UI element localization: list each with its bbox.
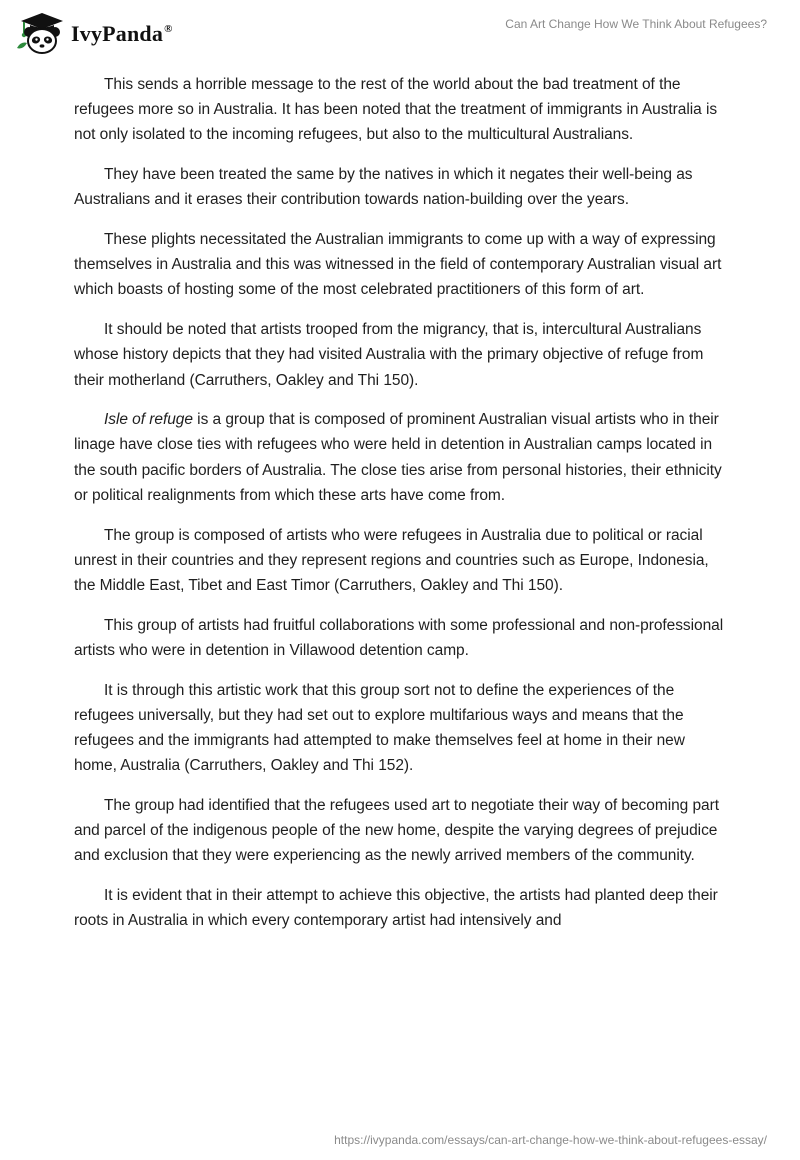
paragraph: It is through this artistic work that this group sort not to define the experiences of the refugees universally, but they had set out to explore multifarious ways and means that the refugees and the immigrants had attempted to make themselves feel at home in their new home, Australia (Carruthers, Oakley and Thi 152). xyxy=(74,681,685,775)
paragraph: They have been treated the same by the natives in which it negates their well-being as Australians and it erases their contribution towards nation-building over the years. xyxy=(74,166,693,209)
paragraph: The group is composed of artists who were refugees in Australia due to political or racial unrest in their countries and they represent regions and countries such as Europe, Indonesia, the Middle East, Tibet and East Timor (Carruthers, Oakley and Thi 150). xyxy=(74,526,709,594)
brand-name: IvyPanda xyxy=(71,21,164,46)
paragraph: This sends a horrible message to the rest of the world about the bad treatment of the refugees more so in Australia. It has been noted that the treatment of immigrants in Australia is not only isolated to the incoming refugees, but also to the multicultural Australians. xyxy=(74,76,718,144)
paragraph: This group of artists had fruitful collaborations with some professional and non-professional artists who were in detention in Villawood detention camp. xyxy=(74,616,724,659)
panda-graduation-cap-icon xyxy=(15,10,67,56)
essay-body xyxy=(74,72,726,948)
brand-logo[interactable] xyxy=(15,10,173,56)
paragraph: It should be noted that artists trooped from the migrancy, that is, intercultural Australians whose history depicts that they had visited Australia with the primary objective of refuge from their motherland (Carruthers, Oakley and Thi 150). xyxy=(74,321,704,389)
paragraph: The group had identified that the refugees used art to negotiate their way of becoming part and parcel of the indigenous people of the new home, despite the varying degrees of prejudice and exclusion that they were experiencing as the newly arrived members of the community. xyxy=(74,796,719,865)
paragraph: These plights necessitated the Australian immigrants to come up with a way of expressing themselves in Australia and this was witnessed in the field of contemporary Australian visual art which boasts of hosting some of the most celebrated practitioners of this form of art. xyxy=(74,231,722,299)
registered-mark: ® xyxy=(164,23,173,35)
source-url[interactable]: https://ivypanda.com/essays/can-art-change-how-we-think-about-refugees-essay/ xyxy=(334,1133,767,1147)
paragraph xyxy=(74,407,726,508)
paragraph: It is evident that in their attempt to achieve this objective, the artists had planted deep their roots in Australia in which every contemporary artist had intensively and xyxy=(74,886,718,930)
page-header xyxy=(0,0,800,66)
paragraph-text: is a group that is composed of prominent Australian visual artists who in their linage have close ties with refugees who were held in detention in Australian camps located in the south pacific borders of Australia. The close ties arise from personal histories, their ethnicity or political realignments from which these arts have come from. xyxy=(74,411,722,504)
document-title: Can Art Change How We Think About Refugees? xyxy=(505,17,767,31)
work-title-italic: Isle of refuge xyxy=(104,411,193,429)
brand-wordmark xyxy=(71,21,173,47)
